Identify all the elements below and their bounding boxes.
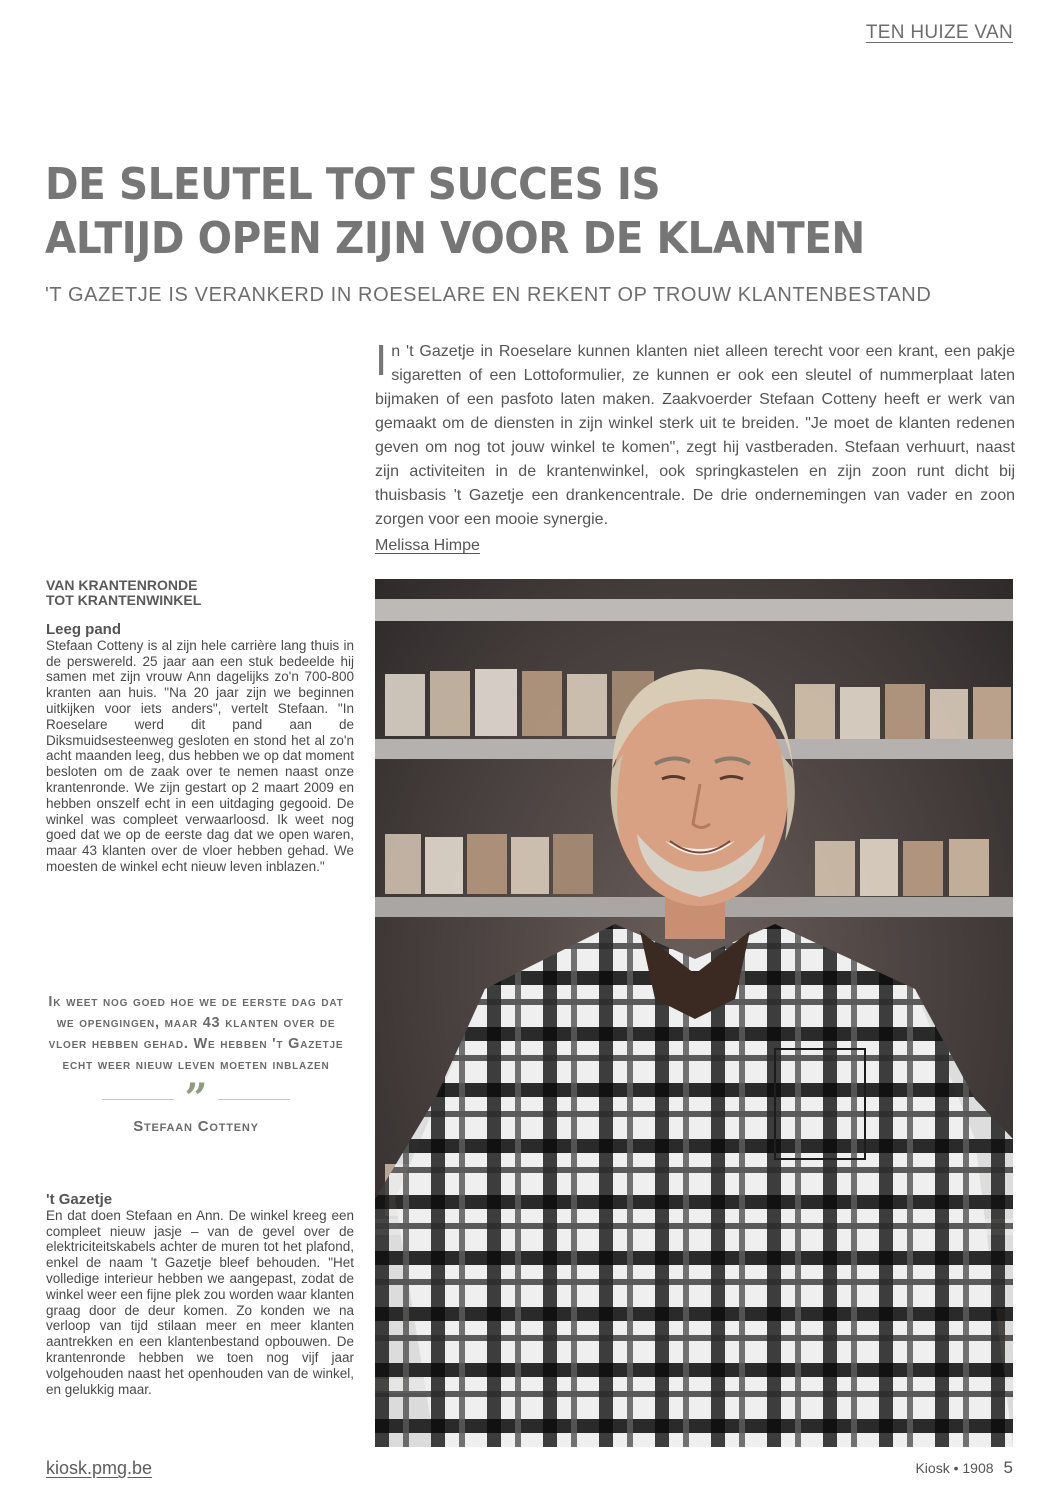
headline-line-2: ALTIJD OPEN ZIJN VOOR DE KLANTEN [45, 213, 865, 264]
pull-quote [46, 992, 346, 1135]
article-column-1 [46, 578, 354, 875]
body-paragraph-2: En dat doen Stefaan en Ann. De winkel kreeg een compleet nieuw jasje – van de gevel over de elektriciteitskabels achter de muren tot het plafond, enkel de naam 't Gazetje bleef behouden. "Het volledige interieur hebben we aangepast, zodat de winkel weer een fijne plek zou worden waar klanten graag door de deur komen. Zo konden we na verloop van tijd stilaan meer en meer klanten aantrekken en een klantenbestand opbouwen. De krantenronde hebben we toen nog vijf jaar volgehouden naast het openhouden van de winkel, en gelukkig maar. [46, 1207, 354, 1397]
pull-quote-text: Ik weet nog goed hoe we de eerste dag dat we opengingen, maar 43 klanten over de vloer hebben gehad. We hebben 't Gazetje echt weer nieuw leven moeten inblazen [48, 994, 344, 1073]
footer-website-link[interactable]: kiosk.pmg.be [46, 1458, 153, 1478]
quote-attribution: Stefaan Cotteny [133, 1118, 259, 1135]
section-tag: TEN HUIZE VAN [865, 22, 1013, 43]
page-title [45, 158, 928, 266]
portrait-photo [375, 579, 1013, 1447]
divider-line-right [218, 1099, 290, 1100]
article-column-2 [46, 1192, 354, 1397]
section-heading-line-1: VAN KRANTENRONDE [46, 577, 198, 593]
publication-issue: Kiosk • 1908 [915, 1460, 994, 1476]
subheading-leeg-pand: Leeg pand [46, 621, 122, 638]
subheadline: 'T GAZETJE IS VERANKERD IN ROESELARE EN REKENT OP TROUW KLANTENBESTAND [45, 284, 932, 306]
page-number: 5 [1003, 1458, 1013, 1477]
subheading-gazetje: 't Gazetje [46, 1191, 113, 1208]
quote-mark-icon: ” [184, 1075, 208, 1122]
intro-paragraph [375, 336, 1015, 532]
portrait-photo-illustration [375, 579, 1013, 1447]
section-heading-line-2: TOT KRANTENWINKEL [46, 592, 202, 608]
drop-cap: I [375, 336, 388, 385]
footer-pagination [915, 1458, 1013, 1478]
quote-divider [46, 1075, 346, 1122]
headline-line-1: DE SLEUTEL TOT SUCCES IS [45, 159, 661, 210]
author-byline[interactable]: Melissa Himpe [375, 537, 480, 554]
section-heading [46, 578, 354, 608]
body-paragraph-1: Stefaan Cotteny is al zijn hele carrière lang thuis in de perswereld. 25 jaar aan een stuk bedeelde hij samen met zijn vrouw Ann dagelijks zo'n 700-800 kranten aan huis. "Na 20 jaar zijn we beginnen uitkijken voor iets anders", vertelt Stefaan. "In Roeselare werd dit pand aan de Diksmuidsesteenweg gesloten en stond het al zo'n acht maanden leeg, dus hebben we op dat moment besloten om de zaak over te nemen naast onze krantenronde. We zijn gestart op 2 maart 2009 en hebben onszelf echt in een uitdaging gegooid. De winkel was compleet verwaarloosd. Ik weet nog goed dat we op de eerste dag dat we open waren, maar 43 klanten over de vloer hebben gehad. We moesten de winkel echt nieuw leven inblazen." [46, 637, 354, 874]
divider-line-left [102, 1099, 174, 1100]
intro-text: n 't Gazetje in Roeselare kunnen klanten niet alleen terecht voor een krant, een pakje sigaretten of een Lottoformulier, ze kunnen er ook een sleutel of nummerplaat laten bijmaken of een pasfoto laten maken. Zaakvoerder Stefaan Cotteny heeft er werk van gemaakt om de diensten in zijn winkel sterk uit te breiden. "Je moet de klanten redenen geven om nog tot jouw winkel te komen", zegt hij vastberaden. Stefaan verhuurt, naast zijn activiteiten in de krantenwinkel, ook springkastelen en zijn zoon runt dicht bij thuisbasis 't Gazetje een drankencentrale. De drie ondernemingen van vader en zoon zorgen voor een mooie synergie. [375, 343, 1015, 528]
